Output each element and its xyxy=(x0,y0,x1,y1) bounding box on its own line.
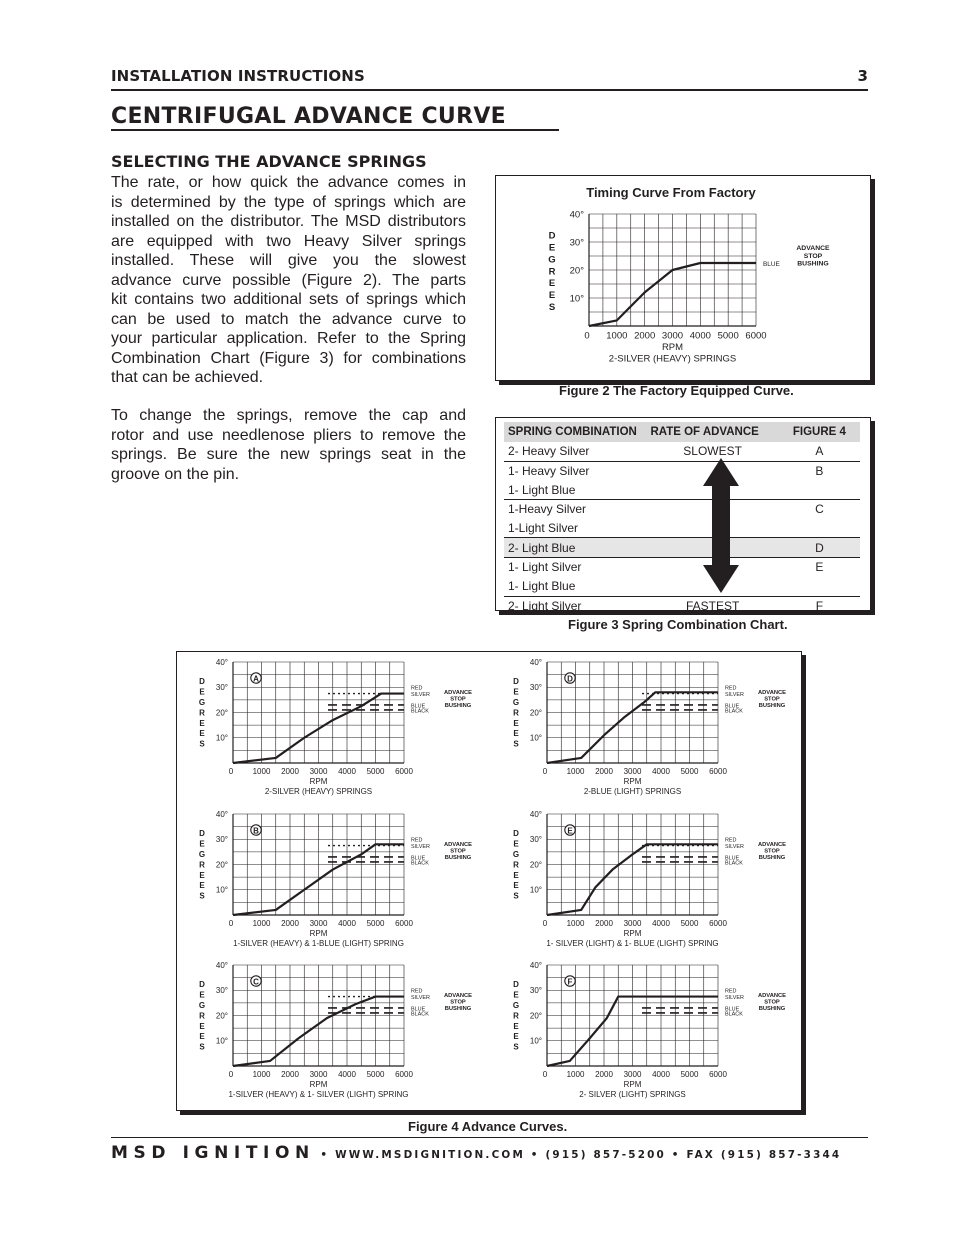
table-row xyxy=(504,500,860,519)
x-tick-label: 5000 xyxy=(366,767,385,776)
annotation-label: STOP xyxy=(764,999,780,1006)
stop-line-label: BLUE xyxy=(725,1006,740,1013)
x-axis-label: RPM xyxy=(309,1080,328,1089)
x-tick-label: 6000 xyxy=(709,767,727,776)
stop-line-label: BLUE xyxy=(763,260,780,268)
paragraph-line: that can be achieved. xyxy=(111,369,264,386)
x-tick-label: 0 xyxy=(228,919,234,928)
y-axis-letter: R xyxy=(199,1011,205,1021)
figure-2-box xyxy=(495,175,871,381)
figure-4-caption: Figure 4 Advance Curves. xyxy=(408,1119,568,1134)
spring-label: 1- SILVER (LIGHT) & 1- BLUE (LIGHT) SPRING xyxy=(546,939,719,948)
y-axis-letter: R xyxy=(513,1011,519,1021)
y-tick-label: 30° xyxy=(215,835,228,845)
annotation-label: ADVANCE xyxy=(757,993,787,999)
x-tick-label: 0 xyxy=(542,1070,548,1079)
annotation-label: STOP xyxy=(803,252,823,260)
y-axis-letter: E xyxy=(199,687,205,697)
y-axis-letter: G xyxy=(198,698,206,708)
x-axis-label: RPM xyxy=(623,1080,642,1089)
figure-badge-letter: C xyxy=(253,977,259,987)
y-tick-label: 30° xyxy=(529,835,542,845)
stop-line-label: BLACK xyxy=(725,708,743,715)
paragraph-line: springs. Be sure the new springs seat in the xyxy=(111,446,466,463)
y-tick-label: 40° xyxy=(529,657,542,667)
y-axis-letter: R xyxy=(513,860,519,870)
y-axis-letter: S xyxy=(513,1042,519,1052)
stop-line-label: BLUE xyxy=(411,703,426,710)
paragraph-line: installed. These will give you the slowest xyxy=(111,252,466,269)
paragraph-line: advance curve possible (Figure 2). The parts xyxy=(111,271,466,289)
y-tick-label: 30° xyxy=(529,683,542,693)
x-tick-label: 3000 xyxy=(309,1070,328,1079)
y-axis-letter: E xyxy=(513,839,519,849)
paragraph-line: can be used to match the advance curve to xyxy=(111,310,466,328)
stop-line-label: BLUE xyxy=(725,703,740,710)
y-axis-letter: S xyxy=(513,739,519,749)
y-tick-label: 30° xyxy=(529,986,542,996)
paragraph-line: kit contains two additional sets of springs which xyxy=(111,291,466,308)
y-axis-letter: E xyxy=(199,881,205,891)
x-tick-label: 0 xyxy=(542,919,548,928)
advance-curves-charts xyxy=(177,652,801,1110)
x-tick-label: 1000 xyxy=(566,1070,585,1079)
stop-line-label: BLUE xyxy=(411,1006,426,1013)
y-axis-letter: G xyxy=(512,1001,520,1011)
paragraph-1 xyxy=(111,173,466,388)
stop-line-label: SILVER xyxy=(725,691,744,698)
footer xyxy=(111,1143,868,1163)
y-axis-letter: E xyxy=(199,729,205,739)
table-row xyxy=(504,577,860,596)
x-tick-label: 2000 xyxy=(634,330,656,342)
stop-line-label: BLACK xyxy=(725,1011,743,1018)
x-tick-label: 6000 xyxy=(395,767,413,776)
x-tick-label: 5000 xyxy=(680,1070,699,1079)
stop-line-label: BLACK xyxy=(411,860,429,867)
factory-curve-chart xyxy=(496,176,870,380)
x-axis-label: RPM xyxy=(309,777,328,786)
x-tick-label: 4000 xyxy=(689,330,711,342)
cell-combo: 1-Light Silver xyxy=(508,521,579,536)
x-tick-label: 2000 xyxy=(595,1070,613,1079)
cell-figure xyxy=(779,519,860,538)
stop-line-label: RED xyxy=(725,685,737,692)
x-tick-label: 1000 xyxy=(252,767,271,776)
annotation-label: ADVANCE xyxy=(443,690,473,696)
column-header: RATE OF ADVANCE xyxy=(646,422,778,442)
x-tick-label: 5000 xyxy=(366,1070,385,1079)
figure-badge-letter: D xyxy=(567,674,573,684)
table-row xyxy=(504,596,860,615)
y-tick-label: 10° xyxy=(215,885,228,895)
y-axis-letter: E xyxy=(513,990,519,1000)
annotation-label: STOP xyxy=(450,999,466,1006)
x-tick-label: 1000 xyxy=(566,767,585,776)
x-tick-label: 2000 xyxy=(281,919,299,928)
figure-badge-letter: B xyxy=(253,826,259,836)
stop-line-label: RED xyxy=(411,685,423,692)
table-row xyxy=(504,538,860,558)
x-tick-label: 1000 xyxy=(606,330,628,342)
spring-label: 2-BLUE (LIGHT) SPRINGS xyxy=(583,787,682,796)
y-axis-letter: G xyxy=(198,850,206,860)
paragraph-line: The rate, or how quick the advance comes in xyxy=(111,174,466,191)
x-axis-label: RPM xyxy=(623,929,642,938)
cell-rate: FASTEST xyxy=(646,596,778,615)
x-tick-label: 1000 xyxy=(252,919,271,928)
x-tick-label: 5000 xyxy=(680,767,699,776)
stop-line-label: BLUE xyxy=(411,855,426,862)
annotation-label: BUSHING xyxy=(444,855,472,862)
stop-line-label: BLACK xyxy=(411,1011,429,1018)
y-tick-label: 10° xyxy=(529,1036,542,1046)
figure-3-caption: Figure 3 Spring Combination Chart. xyxy=(568,617,788,632)
cell-combo: 1- Light Blue xyxy=(508,482,576,497)
annotation-label: ADVANCE xyxy=(757,842,787,848)
y-tick-label: 40° xyxy=(215,809,228,819)
cell-figure: A xyxy=(815,444,824,459)
y-tick-label: 20° xyxy=(529,860,542,870)
y-axis-letter: E xyxy=(199,870,205,880)
y-tick-label: 40° xyxy=(529,809,542,819)
y-axis-letter: D xyxy=(513,829,519,839)
x-tick-label: 5000 xyxy=(366,919,385,928)
y-tick-label: 10° xyxy=(569,293,584,305)
y-tick-label: 40° xyxy=(569,209,584,221)
y-axis-letter: D xyxy=(548,230,556,242)
annotation-label: BUSHING xyxy=(758,855,786,862)
x-tick-label: 5000 xyxy=(717,330,739,342)
figure-4-box xyxy=(176,651,802,1111)
x-tick-label: 4000 xyxy=(652,919,670,928)
y-tick-label: 30° xyxy=(569,237,584,249)
spring-label: 1-SILVER (HEAVY) & 1-BLUE (LIGHT) SPRING xyxy=(233,939,404,948)
x-tick-label: 3000 xyxy=(661,330,684,342)
figure-badge-letter: E xyxy=(567,826,573,836)
y-axis-letter: D xyxy=(513,980,519,990)
y-axis-letter: D xyxy=(513,677,519,687)
stop-line-label: RED xyxy=(725,837,737,844)
footer-rule xyxy=(111,1137,868,1138)
annotation-label: ADVANCE xyxy=(443,842,473,848)
spring-combination-table xyxy=(495,417,871,611)
y-axis-letter: R xyxy=(199,708,205,718)
x-tick-label: 3000 xyxy=(623,919,642,928)
y-tick-label: 40° xyxy=(215,657,228,667)
y-axis-letter: G xyxy=(198,1001,206,1011)
title-underline xyxy=(111,129,559,131)
annotation-label: BUSHING xyxy=(758,703,786,710)
stop-line-label: SILVER xyxy=(725,994,744,1001)
stop-line-label: SILVER xyxy=(411,843,430,850)
x-tick-label: 2000 xyxy=(595,919,613,928)
y-axis-letter: E xyxy=(548,242,556,254)
table-row xyxy=(504,461,860,480)
x-tick-label: 4000 xyxy=(652,767,670,776)
annotation-label: STOP xyxy=(764,848,780,855)
chart-title: Timing Curve From Factory xyxy=(586,185,756,200)
y-axis-letter: E xyxy=(513,881,519,891)
table xyxy=(504,422,860,615)
y-axis-letter: E xyxy=(199,718,205,728)
x-tick-label: 6000 xyxy=(709,919,727,928)
annotation-label: BUSHING xyxy=(444,1006,472,1013)
spring-label: 2- SILVER (LIGHT) SPRINGS xyxy=(579,1090,686,1099)
figure-2-caption: Figure 2 The Factory Equipped Curve. xyxy=(559,383,794,398)
cell-figure: C xyxy=(779,500,860,519)
y-tick-label: 20° xyxy=(215,1011,228,1021)
y-tick-label: 40° xyxy=(529,960,542,970)
y-axis-letter: S xyxy=(548,302,556,314)
column-header: FIGURE 4 xyxy=(779,422,860,442)
y-axis-letter: E xyxy=(199,1032,205,1042)
x-tick-label: 3000 xyxy=(623,767,642,776)
y-tick-label: 10° xyxy=(215,1036,228,1046)
x-tick-label: 3000 xyxy=(309,919,328,928)
y-axis-letter: E xyxy=(513,729,519,739)
section-heading: SELECTING THE ADVANCE SPRINGS xyxy=(111,152,427,171)
y-tick-label: 40° xyxy=(215,960,228,970)
y-axis-letter: E xyxy=(513,870,519,880)
y-tick-label: 20° xyxy=(215,860,228,870)
spring-label: 2-SILVER (HEAVY) SPRINGS xyxy=(264,787,373,796)
double-arrow-icon xyxy=(701,458,741,593)
x-tick-label: 2000 xyxy=(281,767,299,776)
y-axis-letter: E xyxy=(513,687,519,697)
annotation-label: BUSHING xyxy=(444,703,472,710)
annotation-label: BUSHING xyxy=(758,1006,786,1013)
x-tick-label: 2000 xyxy=(595,767,613,776)
paragraph-line: is determined by the type of springs which are xyxy=(111,193,466,211)
paragraph-line: To change the springs, remove the cap and xyxy=(111,407,466,424)
brand-name: MSD IGNITION xyxy=(111,1143,315,1163)
x-tick-label: 2000 xyxy=(281,1070,299,1079)
x-tick-label: 0 xyxy=(542,767,548,776)
cell-combo: 1- Heavy Silver xyxy=(504,461,646,480)
y-tick-label: 10° xyxy=(529,733,542,743)
y-tick-label: 20° xyxy=(215,708,228,718)
stop-line-label: RED xyxy=(725,988,737,995)
cell-combo: 1-Heavy Silver xyxy=(504,500,646,519)
y-axis-letter: G xyxy=(512,698,520,708)
x-tick-label: 4000 xyxy=(338,767,356,776)
paragraph-line: your particular application. Refer to the Spring xyxy=(111,330,466,347)
paragraph-line: are equipped with two Heavy Silver springs xyxy=(111,232,466,250)
y-axis-letter: R xyxy=(199,860,205,870)
stop-line-label: BLACK xyxy=(725,860,743,867)
y-axis-letter: D xyxy=(199,677,205,687)
cell-figure: B xyxy=(779,461,860,480)
table-row xyxy=(504,558,860,577)
spring-label: 2-SILVER (HEAVY) SPRINGS xyxy=(608,353,737,365)
annotation-label: STOP xyxy=(450,848,466,855)
y-tick-label: 10° xyxy=(215,733,228,743)
y-tick-label: 20° xyxy=(569,265,584,277)
cell-figure xyxy=(779,480,860,499)
x-tick-label: 0 xyxy=(228,1070,234,1079)
annotation-label: ADVANCE xyxy=(757,690,787,696)
y-axis-letter: E xyxy=(548,278,556,290)
y-tick-label: 20° xyxy=(529,1011,542,1021)
column-header: SPRING COMBINATION xyxy=(504,422,646,442)
cell-combo: 2- Light Blue xyxy=(504,538,646,558)
x-tick-label: 4000 xyxy=(338,919,356,928)
x-axis-label: RPM xyxy=(309,929,328,938)
figure-badge-letter: A xyxy=(253,674,259,684)
x-tick-label: 6000 xyxy=(395,1070,413,1079)
y-axis-letter: E xyxy=(199,1021,205,1031)
x-tick-label: 3000 xyxy=(623,1070,642,1079)
page-title: CENTRIFUGAL ADVANCE CURVE xyxy=(111,104,506,129)
y-axis-letter: S xyxy=(513,891,519,901)
cell-combo: 2- Heavy Silver xyxy=(508,444,590,459)
cell-figure: E xyxy=(779,558,860,577)
y-axis-letter: D xyxy=(199,980,205,990)
table-header-row xyxy=(504,422,860,442)
y-axis-letter: E xyxy=(513,1021,519,1031)
y-axis-letter: E xyxy=(199,990,205,1000)
stop-line-label: BLUE xyxy=(725,855,740,862)
contact-info: • WWW.MSDIGNITION.COM • (915) 857-5200 • FAX (915) 857-3344 xyxy=(320,1149,842,1161)
stop-line-label: SILVER xyxy=(411,691,430,698)
y-tick-label: 30° xyxy=(215,683,228,693)
cell-figure xyxy=(779,577,860,596)
page-number: 3 xyxy=(857,67,868,85)
stop-line-label: BLACK xyxy=(411,708,429,715)
x-tick-label: 6000 xyxy=(709,1070,727,1079)
section-title: INSTALLATION INSTRUCTIONS xyxy=(111,67,365,85)
running-header xyxy=(111,67,868,85)
cell-combo: 2- Light Silver xyxy=(504,596,646,615)
y-axis-letter: R xyxy=(513,708,519,718)
cell-figure: F xyxy=(779,596,860,615)
stop-line-label: SILVER xyxy=(411,994,430,1001)
table-row xyxy=(504,480,860,499)
stop-line-label: RED xyxy=(411,988,423,995)
x-tick-label: 4000 xyxy=(652,1070,670,1079)
table-row xyxy=(504,442,860,461)
y-tick-label: 20° xyxy=(529,708,542,718)
x-tick-label: 3000 xyxy=(309,767,328,776)
annotation-label: STOP xyxy=(764,696,780,703)
y-axis-letter: E xyxy=(513,718,519,728)
stop-line-label: SILVER xyxy=(725,843,744,850)
cell-combo: 1- Light Blue xyxy=(508,579,576,594)
cell-combo: 1- Light Silver xyxy=(504,558,646,577)
paragraph-line: installed on the distributor. The MSD distributors xyxy=(111,213,466,230)
header-rule xyxy=(111,89,868,91)
x-tick-label: 5000 xyxy=(680,919,699,928)
y-axis-letter: E xyxy=(548,290,556,302)
paragraph-line: rotor and use needlenose pliers to remove the xyxy=(111,426,466,444)
cell-rate: SLOWEST xyxy=(683,444,742,459)
y-axis-letter: S xyxy=(199,891,205,901)
x-tick-label: 0 xyxy=(584,330,590,342)
annotation-label: STOP xyxy=(450,696,466,703)
x-tick-label: 4000 xyxy=(338,1070,356,1079)
x-axis-label: RPM xyxy=(661,342,684,353)
y-axis-letter: R xyxy=(548,266,556,278)
y-axis-letter: G xyxy=(548,254,556,266)
x-axis-label: RPM xyxy=(623,777,642,786)
y-tick-label: 10° xyxy=(529,885,542,895)
annotation-label: BUSHING xyxy=(797,260,829,268)
paragraph-line: groove on the pin. xyxy=(111,465,240,483)
y-tick-label: 30° xyxy=(215,986,228,996)
paragraph-line: Combination Chart (Figure 3) for combinations xyxy=(111,349,466,367)
figure-badge-letter: F xyxy=(567,977,573,987)
annotation-label: ADVANCE xyxy=(796,245,830,252)
paragraph-2 xyxy=(111,406,466,484)
y-axis-letter: S xyxy=(199,739,205,749)
spring-label: 1-SILVER (HEAVY) & 1- SILVER (LIGHT) SPRING xyxy=(228,1090,409,1099)
table-row xyxy=(504,519,860,538)
y-axis-letter: D xyxy=(199,829,205,839)
x-tick-label: 0 xyxy=(228,767,234,776)
y-axis-letter: E xyxy=(513,1032,519,1042)
x-tick-label: 6000 xyxy=(395,919,413,928)
y-axis-letter: G xyxy=(512,850,520,860)
cell-figure: D xyxy=(779,538,860,558)
y-axis-letter: E xyxy=(199,839,205,849)
x-tick-label: 6000 xyxy=(745,330,767,342)
y-axis-letter: S xyxy=(199,1042,205,1052)
x-tick-label: 1000 xyxy=(252,1070,271,1079)
x-tick-label: 1000 xyxy=(566,919,585,928)
annotation-label: ADVANCE xyxy=(443,993,473,999)
stop-line-label: RED xyxy=(411,837,423,844)
